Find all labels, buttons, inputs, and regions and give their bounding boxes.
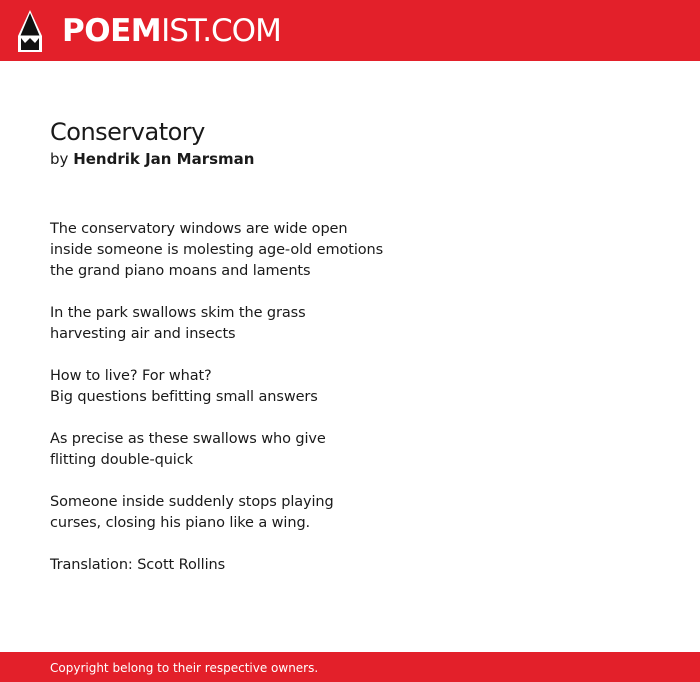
poem-line: harvesting air and insects bbox=[50, 326, 236, 342]
poem-line: Someone inside suddenly stops playing bbox=[50, 494, 334, 510]
poem-line: As precise as these swallows who give bbox=[50, 431, 326, 447]
logo-bold-text: POEM bbox=[62, 13, 162, 49]
by-label: by bbox=[50, 150, 69, 168]
poem-line: curses, closing his piano like a wing. bbox=[50, 515, 311, 531]
poem-title: Conservatory bbox=[50, 118, 205, 146]
poem-line: inside someone is molesting age-old emotions bbox=[50, 242, 384, 258]
poem-line: The conservatory windows are wide open bbox=[50, 221, 348, 237]
stanza bbox=[50, 555, 650, 576]
poem-line: In the park swallows skim the grass bbox=[50, 305, 306, 321]
poem-line: the grand piano moans and laments bbox=[50, 263, 311, 279]
stanza-gap bbox=[50, 534, 650, 555]
stanza bbox=[50, 219, 650, 282]
poem-body bbox=[50, 219, 650, 576]
stanza-gap bbox=[50, 471, 650, 492]
stanza-gap bbox=[50, 408, 650, 429]
stanza bbox=[50, 429, 650, 471]
site-logo[interactable] bbox=[62, 13, 281, 49]
stanza bbox=[50, 303, 650, 345]
stanza bbox=[50, 366, 650, 408]
site-footer bbox=[0, 652, 700, 682]
poem-byline bbox=[50, 149, 254, 169]
poem-line: Big questions befitting small answers bbox=[50, 389, 318, 405]
stanza-gap bbox=[50, 282, 650, 303]
author-name[interactable]: Hendrik Jan Marsman bbox=[73, 150, 255, 168]
poem-line: Translation: Scott Rollins bbox=[50, 557, 226, 573]
poem-line: How to live? For what? bbox=[50, 368, 212, 384]
copyright-text: Copyright belong to their respective owners. bbox=[50, 661, 319, 675]
stanza bbox=[50, 492, 650, 534]
site-header bbox=[0, 0, 700, 61]
poem-line: flitting double-quick bbox=[50, 452, 193, 468]
logo-light-text: IST.COM bbox=[161, 13, 281, 49]
stanza-gap bbox=[50, 345, 650, 366]
pencil-icon[interactable] bbox=[18, 10, 42, 52]
